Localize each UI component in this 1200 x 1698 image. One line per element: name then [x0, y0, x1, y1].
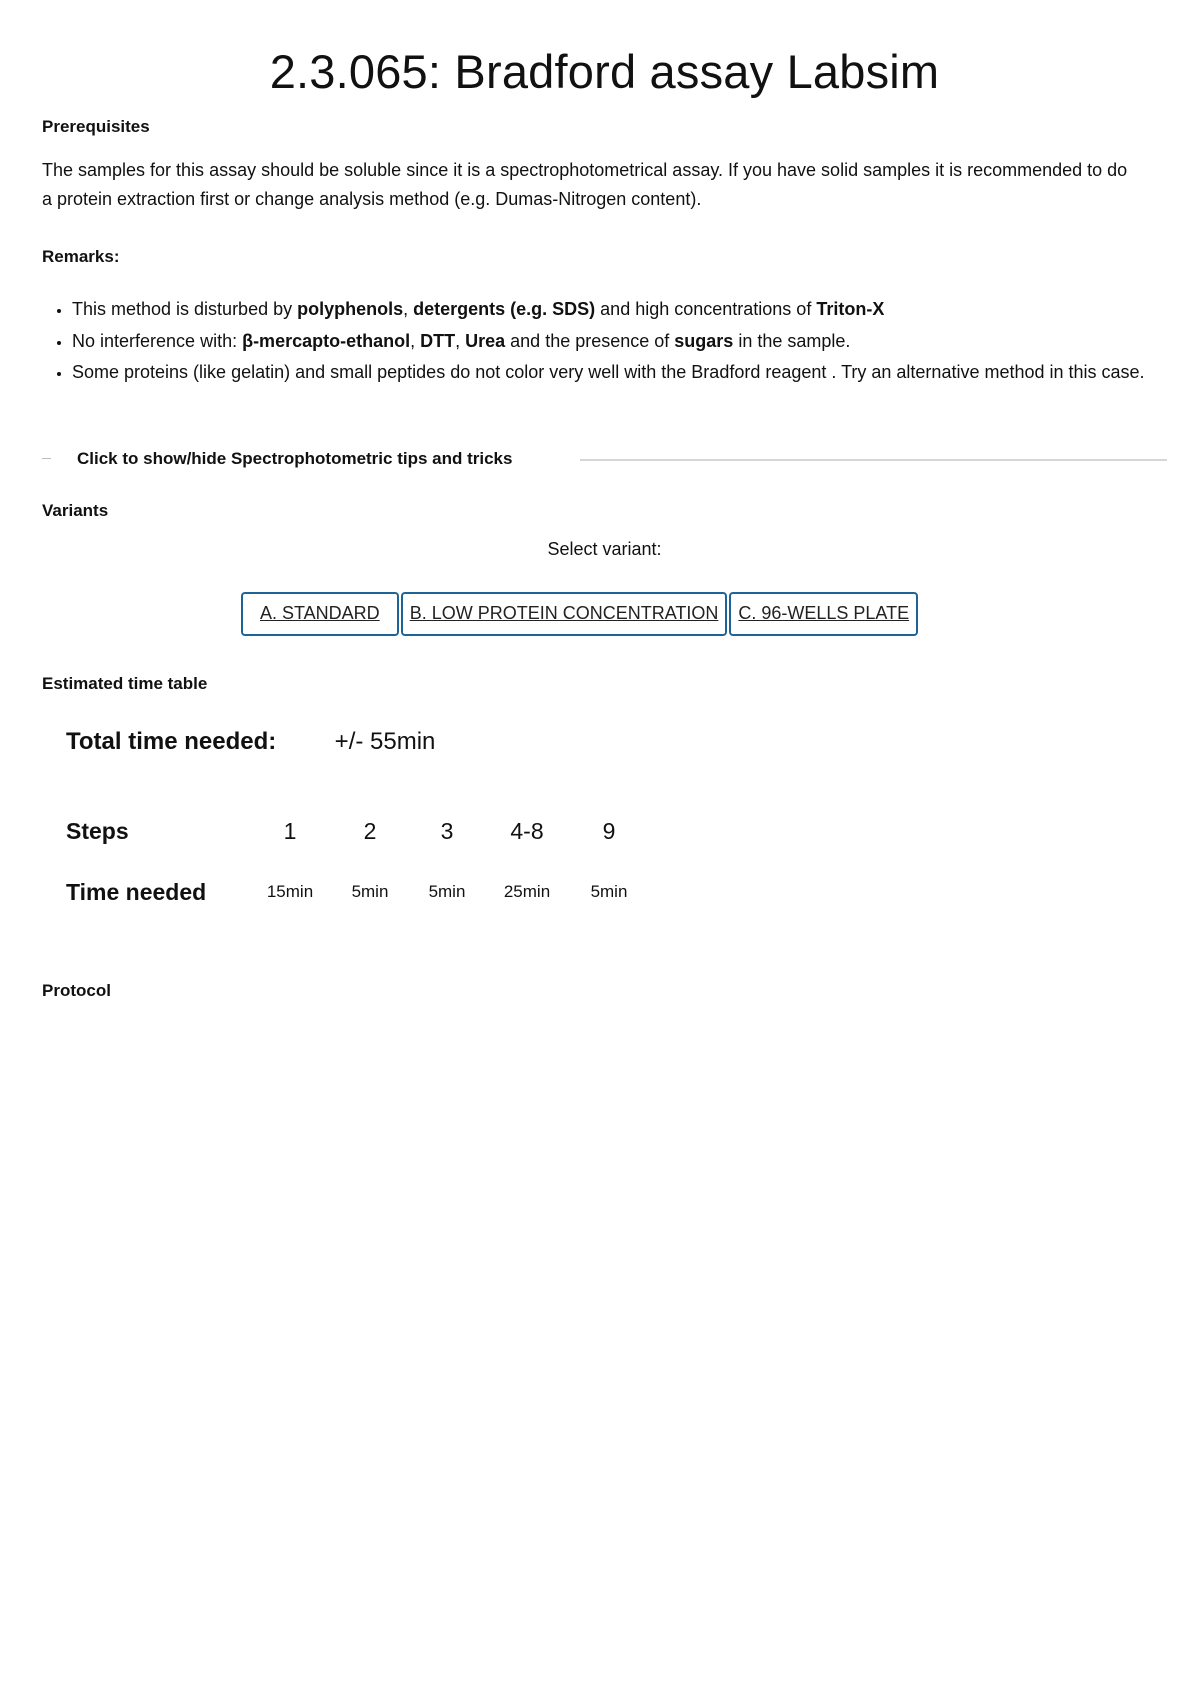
divider-line	[580, 459, 1167, 461]
time-cell: 5min	[351, 882, 389, 901]
variant-low-protein-button[interactable]: B. LOW PROTEIN CONCENTRATION	[401, 592, 728, 636]
remark-item-1	[72, 294, 1197, 326]
select-variant-label: Select variant:	[547, 539, 662, 559]
remarks-heading: Remarks:	[42, 247, 120, 266]
remark-bold: detergents (e.g. SDS)	[413, 299, 596, 319]
remark-bold: Triton-X	[816, 299, 885, 319]
remark-text: in the sample.	[733, 330, 851, 351]
document-page	[42, 0, 1167, 1000]
step-cell: 1	[283, 817, 297, 844]
time-cell: 5min	[428, 882, 466, 901]
variants-heading: Variants	[42, 501, 109, 520]
total-time-value: +/- 55min	[334, 728, 436, 755]
collapse-dash-icon	[42, 458, 51, 459]
remark-bold: β-mercapto-ethanol	[242, 330, 411, 351]
variant-button-group	[241, 592, 918, 636]
time-cell: 5min	[590, 882, 628, 901]
prerequisites-text: The samples for this assay should be soluble since it is a spectrophotometrical assay. If you have solid samples it is recommended to do a protein extraction first or change analysis method (e.g. Dumas-Nitrogen content).	[42, 160, 1128, 209]
tips-toggle-label[interactable]: Click to show/hide Spectrophotometric tips and tricks	[77, 449, 513, 468]
remark-text: Some proteins (like gelatin) and small peptides do not color very well with the Bradford reagent . Try an alternative method in this case.	[72, 362, 1145, 382]
time-table	[66, 812, 647, 922]
step-cell: 3	[440, 817, 454, 844]
tips-toggle-row[interactable]	[42, 447, 1167, 471]
page-title: 2.3.065: Bradford assay Labsim	[269, 45, 940, 98]
step-cell: 4-8	[510, 817, 544, 844]
remark-bold: sugars	[674, 330, 734, 351]
time-cell: 25min	[503, 882, 551, 901]
time-needed-row	[66, 850, 647, 922]
protocol-heading: Protocol	[42, 981, 111, 1000]
remark-text: and high concentrations of	[595, 299, 817, 319]
remark-bold: polyphenols	[297, 299, 404, 319]
remark-text: ,	[403, 299, 414, 319]
remark-item-2	[72, 326, 1197, 358]
remark-bold: DTT	[420, 330, 456, 351]
step-cell: 2	[363, 817, 377, 844]
total-time-label: Total time needed:	[66, 728, 277, 755]
remarks-list	[42, 294, 1197, 389]
remark-text: and the presence of	[505, 330, 675, 351]
remark-text: ,	[410, 330, 421, 351]
remark-item-3	[72, 357, 1197, 389]
remark-text: ,	[455, 330, 466, 351]
prerequisites-heading: Prerequisites	[42, 117, 150, 136]
steps-label: Steps	[66, 817, 129, 844]
time-table-heading: Estimated time table	[42, 674, 208, 693]
remark-bold: Urea	[465, 330, 506, 351]
variant-standard-button[interactable]: A. STANDARD	[241, 592, 399, 636]
remark-text: This method is disturbed by	[72, 299, 298, 319]
time-cell: 15min	[266, 882, 314, 901]
steps-row	[66, 812, 647, 850]
total-time-row	[66, 727, 435, 757]
variant-96-wells-button[interactable]: C. 96-WELLS PLATE	[729, 592, 918, 636]
time-needed-label: Time needed	[66, 878, 207, 905]
step-cell: 9	[602, 817, 616, 844]
remark-text: No interference with:	[72, 330, 243, 351]
